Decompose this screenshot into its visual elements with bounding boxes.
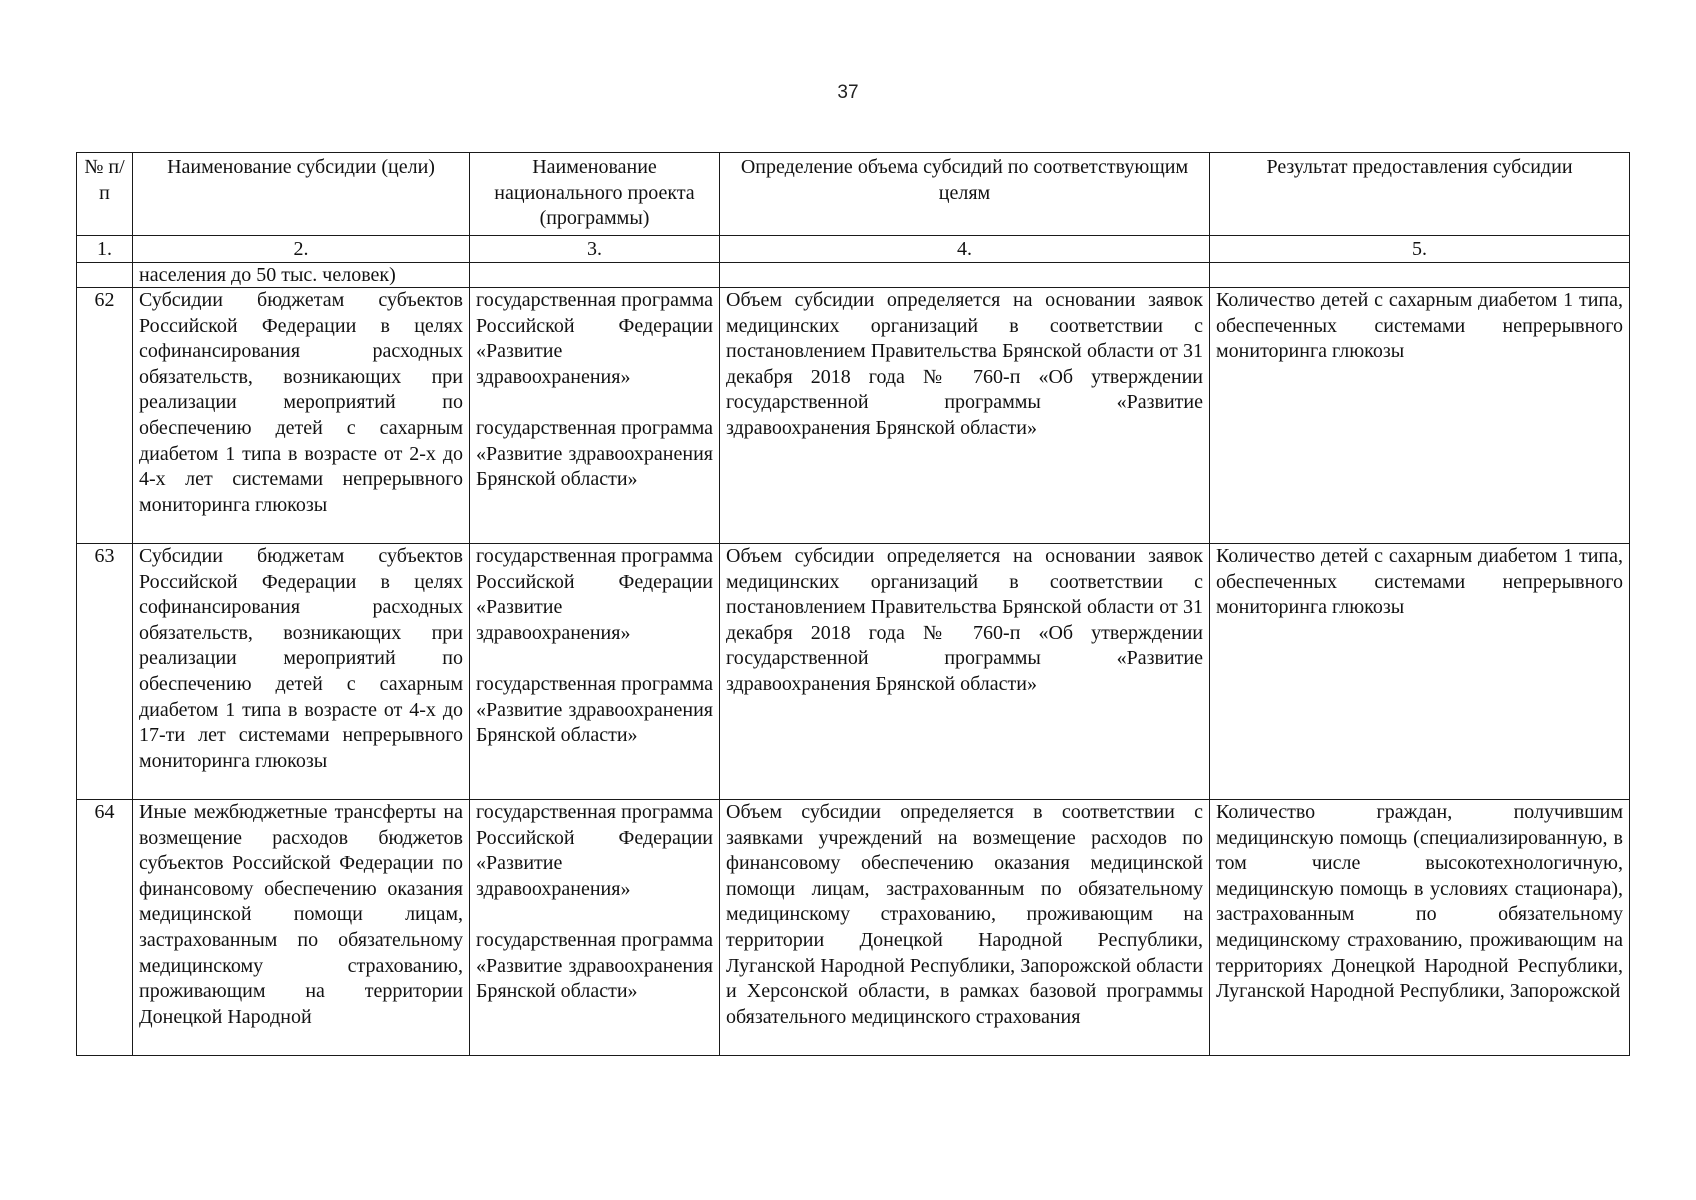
subsidy-name-cell: Субсидии бюджетам субъектов Российской Федерации в целях софинансирования расходных обязательств, возникающих при реализации мероприятий по обеспечению детей с сахарным диабетом 1 типа в возрасте от 4-х до 17-ти лет системами непрерывного мониторинга глюкозы [133,544,470,800]
column-number-5: 5. [1210,236,1630,263]
continuation-name-cell: населения до 50 тыс. человек) [133,263,470,288]
result-cell: Количество детей с сахарным диабетом 1 типа, обеспеченных системами непрерывного мониторинга глюкозы [1210,288,1630,544]
table-row [77,544,1630,800]
column-number-3: 3. [470,236,720,263]
program-federal: государственная программа Российской Федерации «Развитие здравоохранения» [476,545,713,644]
program-federal: государственная программа Российской Федерации «Развитие здравоохранения» [476,801,713,900]
column-number-4: 4. [720,236,1210,263]
table-header-row [77,153,1630,236]
continuation-result-cell [1210,263,1630,288]
volume-cell: Объем субсидии определяется на основании заявок медицинских организаций в соответствии с постановлением Правительства Брянской области от 31 декабря 2018 года № 760-п «Об утверждении государственной программы «Развитие здравоохранения Брянской области» [720,544,1210,800]
result-cell: Количество детей с сахарным диабетом 1 типа, обеспеченных системами непрерывного мониторинга глюкозы [1210,544,1630,800]
volume-cell: Объем субсидии определяется на основании заявок медицинских организаций в соответствии с постановлением Правительства Брянской области от 31 декабря 2018 года № 760-п «Об утверждении государственной программы «Развитие здравоохранения Брянской области» [720,288,1210,544]
program-regional: государственная программа «Развитие здравоохранения Брянской области» [476,416,713,491]
row-number: 63 [77,544,133,800]
continuation-volume-cell [720,263,1210,288]
header-subsidy-result: Результат предоставления субсидии [1210,153,1630,236]
result-cell: Количество граждан, получившим медицинскую помощь (специализированную, в том числе высокотехнологичную, медицинскую помощь в условиях стационара), застрахованным по обязательному медицинскому страхованию, проживающим на территориях Донецкой Народной Республики, Луганской Народной Республики, Запорожской [1210,800,1630,1056]
header-subsidy-name: Наименование субсидии (цели) [133,153,470,236]
subsidy-name-cell: Иные межбюджетные трансферты на возмещение расходов бюджетов субъектов Российской Федерации по финансовому обеспечению оказания медицинской помощи лицам, застрахованным по обязательному медицинскому страхованию, проживающим на территории Донецкой Народной [133,800,470,1056]
subsidy-table [76,152,1630,1056]
table-row [77,288,1630,544]
header-national-project: Наименование национального проекта (программы) [470,153,720,236]
program-regional: государственная программа «Развитие здравоохранения Брянской области» [476,928,713,1003]
row-number: 62 [77,288,133,544]
header-number: № п/п [77,153,133,236]
volume-cell: Объем субсидии определяется в соответствии с заявками учреждений на возмещение расходов по финансовому обеспечению оказания медицинской помощи лицам, застрахованным по обязательному медицинскому страхованию, проживающим на территории Донецкой Народной Республики, Луганской Народной Республики, Запорожской области и Херсонской области, в рамках базовой программы обязательного медицинского страхования [720,800,1210,1056]
row-number: 64 [77,800,133,1056]
program-cell [470,800,720,1056]
program-cell [470,544,720,800]
continuation-program-cell [470,263,720,288]
continuation-row [77,263,1630,288]
program-regional: государственная программа «Развитие здравоохранения Брянской области» [476,672,713,747]
continuation-number-cell [77,263,133,288]
subsidy-name-cell: Субсидии бюджетам субъектов Российской Федерации в целях софинансирования расходных обязательств, возникающих при реализации мероприятий по обеспечению детей с сахарным диабетом 1 типа в возрасте от 2-х до 4-х лет системами непрерывного мониторинга глюкозы [133,288,470,544]
page-number: 37 [837,82,859,103]
column-number-2: 2. [133,236,470,263]
table-row [77,800,1630,1056]
column-number-1: 1. [77,236,133,263]
program-federal: государственная программа Российской Федерации «Развитие здравоохранения» [476,289,713,388]
column-numbers-row [77,236,1630,263]
header-volume-definition: Определение объема субсидий по соответствующим целям [720,153,1210,236]
program-cell [470,288,720,544]
